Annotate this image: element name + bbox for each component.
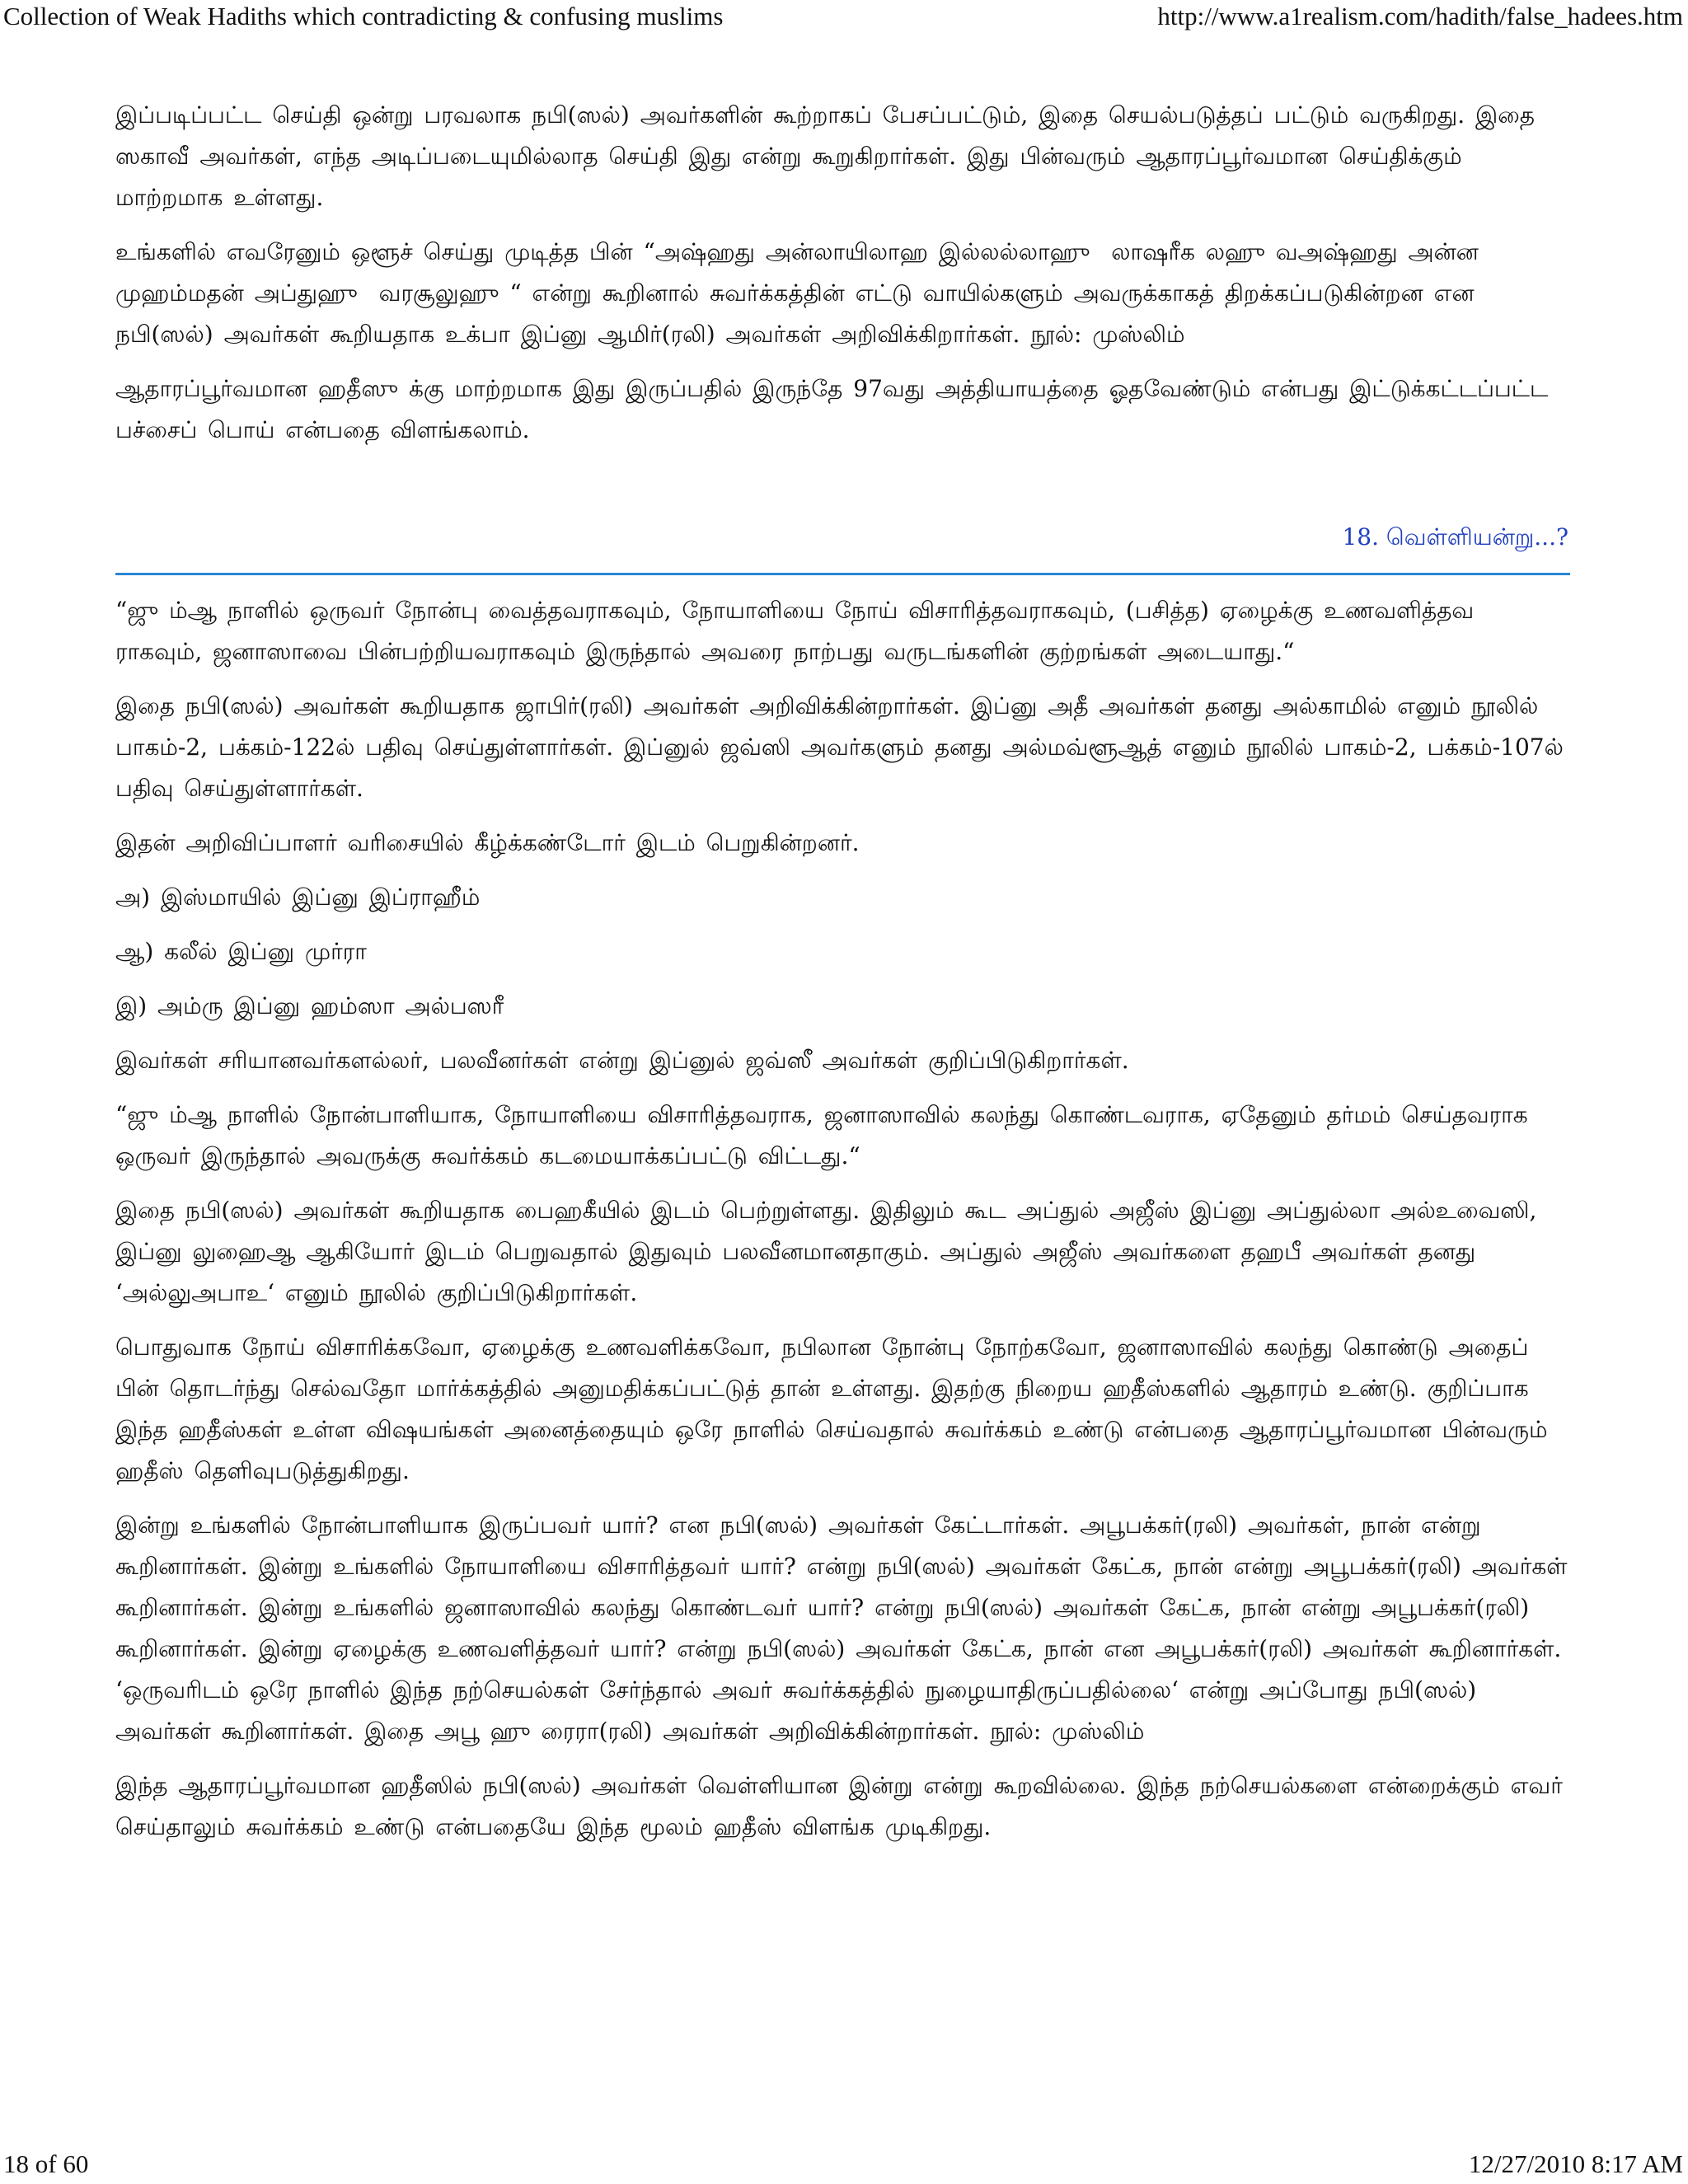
narrator-item: ஆ) கலீல் இப்னு முர்ரா [115,938,367,965]
section-heading: 18. வெள்ளியன்று...? [1342,523,1568,551]
narrator-item: இ) அம்ரு இப்னு ஹம்ஸா அல்பஸரீ [115,992,504,1019]
hadith-quote: “ஜு ம்ஆ நாளில் ஒருவர் நோன்பு வைத்தவராகவும், நோயாளியை நோய் விசாரித்தவராகவும், (பசித்த) ஏழைக்கு உணவளித்தவ ராகவும், ஜனாஸாவை பின்பற்றியவராகவும் இருந்தால் அவரை நாற்பது வருடங்களின் குற்றங்கள் அடையாது.“ [115,597,1485,665]
page-header-title: Collection of Weak Hadiths which contradicting & confusing muslims [3,2,724,30]
body-paragraph: இன்று உங்களில் நோன்பாளியாக இருப்பவர் யார்? என நபி(ஸல்) அவர்கள் கேட்டார்கள். அபூபக்கர்(ரலி) அவர்கள், நான் என்று கூறினார்கள். இன்று உங்களில் நோயாளியை விசாரித்தவர் யார்? என்று நபி(ஸல்) அவர்கள் கேட்க, நான் என்று அபூபக்கர்(ரலி) அவர்கள் கூறினார்கள். இன்று உங்களில் ஜனாஸாவில் கலந்து கொண்டவர் யார்? என்று நபி(ஸல்) அவர்கள் கேட்க, நான் என்று அபூபக்கர்(ரலி) கூறினார்கள். இன்று ஏழைக்கு உணவளித்தவர் யார்? என்று நபி(ஸல்) அவர்கள் கேட்க, நான் என அபூபக்கர்(ரலி) அவர்கள் கூறினார்கள். ‘ஒருவரிடம் ஒரே நாளில் இந்த நற்செயல்கள் சேர்ந்தால் அவர் சுவர்க்கத்தில் நுழையாதிருப்பதில்லை‘ என்று அப்போது நபி(ஸல்) அவர்கள் கூறினார்கள். இதை அபூ ஹு ரைரா(ரலி) அவர்கள் அறிவிக்கின்றார்கள். நூல்: முஸ்லிம் [115,1511,1578,1745]
body-paragraph: இதை நபி(ஸல்) அவர்கள் கூறியதாக ஜாபிர்(ரலி) அவர்கள் அறிவிக்கின்றார்கள். இப்னு அதீ அவர்கள் தனது அல்காமில் எனும் நூலில் பாகம்-2, பக்கம்-122ல் பதிவு செய்துள்ளார்கள். இப்னுல் ஜவ்ஸி அவர்களும் தனது அல்மவ்ளூஆத் எனும் நூலில் பாகம்-2, பக்கம்-107ல் பதிவு செய்துள்ளார்கள். [115,692,1574,802]
intro-paragraph: இப்படிப்பட்ட செய்தி ஒன்று பரவலாக நபி(ஸல்) அவர்களின் கூற்றாகப் பேசப்பட்டும், இதை செயல்படுத்தப் பட்டும் வருகிறது. இதை ஸகாவீ அவர்கள், எந்த அடிப்படையுமில்லாத செய்தி இது என்று கூறுகிறார்கள். இது பின்வரும் ஆதாரப்பூர்வமான செய்திக்கும் மாற்றமாக உள்ளது. [115,101,1545,211]
document-content [115,95,1578,1861]
body-paragraph: இவர்கள் சரியானவர்களல்லர், பலவீனர்கள் என்று இப்னுல் ஜவ்ஸீ அவர்கள் குறிப்பிடுகிறார்கள். [115,1047,1129,1074]
narrator-item: அ) இஸ்மாயில் இப்னு இப்ராஹீம் [115,883,481,911]
page-header-url: http://www.a1realism.com/hadith/false_hadees.htm [1157,2,1683,30]
page-number: 18 of 60 [3,2149,89,2178]
section-divider [115,573,1570,575]
intro-paragraph: உங்களில் எவரேனும் ஒளூச் செய்து முடித்த பின் “அஷ்ஹது அன்லாயிலாஹ இல்லல்லாஹு லாஷரீக லஹு வஅஷ்ஹது அன்ன முஹம்மதன் அப்துஹு வரசூலுஹு “ என்று கூறினால் சுவர்க்கத்தின் எட்டு வாயில்களும் அவருக்காகத் திறக்கப்படுகின்றன என நபி(ஸல்) அவர்கள் கூறியதாக உக்பா இப்னு ஆமிர்(ரலி) அவர்கள் அறிவிக்கிறார்கள். நூல்: முஸ்லிம் [115,238,1489,348]
body-paragraph: இதை நபி(ஸல்) அவர்கள் கூறியதாக பைஹகீயில் இடம் பெற்றுள்ளது. இதிலும் கூட அப்துல் அஜீஸ் இப்னு அப்துல்லா அல்உவைஸி, இப்னு லுஹைஆ ஆகியோர் இடம் பெறுவதால் இதுவும் பலவீனமானதாகும். அப்துல் அஜீஸ் அவர்களை தஹபீ அவர்கள் தனது ‘அல்லுஅபாஉ‘ எனும் நூலில் குறிப்பிடுகிறார்கள். [115,1197,1548,1306]
body-paragraph: பொதுவாக நோய் விசாரிக்கவோ, ஏழைக்கு உணவளிக்கவோ, நபிலான நோன்பு நோற்கவோ, ஜனாஸாவில் கலந்து கொண்டு அதைப் பின் தொடர்ந்து செல்வதோ மார்க்கத்தில் அனுமதிக்கப்பட்டுத் தான் உள்ளது. இதற்கு நிறைய ஹதீஸ்களில் ஆதாரம் உண்டு. குறிப்பாக இந்த ஹதீஸ்கள் உள்ள விஷயங்கள் அனைத்தையும் ஒரே நாளில் செய்வதால் சுவர்க்கம் உண்டு என்பதை ஆதாரப்பூர்வமான பின்வரும் ஹதீஸ் தெளிவுபடுத்துகிறது. [115,1333,1559,1484]
hadith-quote: “ஜு ம்ஆ நாளில் நோன்பாளியாக, நோயாளியை விசாரித்தவராக, ஜனாஸாவில் கலந்து கொண்டவராக, ஏதேனும் தர்மம் செய்தவராக ஒருவர் இருந்தால் அவருக்கு சுவர்க்கம் கடமையாக்கப்பட்டு விட்டது.“ [115,1101,1539,1169]
intro-paragraph: ஆதாரப்பூர்வமான ஹதீஸு க்கு மாற்றமாக இது இருப்பதில் இருந்தே 97வது அத்தியாயத்தை ஓதவேண்டும் என்பது இட்டுக்கட்டப்பட்ட பச்சைப் பொய் என்பதை விளங்கலாம். [115,375,1559,443]
body-paragraph: இதன் அறிவிப்பாளர் வரிசையில் கீழ்க்கண்டோர் இடம் பெறுகின்றனர். [115,829,860,856]
print-datetime: 12/27/2010 8:17 AM [1468,2149,1683,2178]
body-paragraph: இந்த ஆதாரப்பூர்வமான ஹதீஸில் நபி(ஸல்) அவர்கள் வெள்ளியான இன்று என்று கூறவில்லை. இந்த நற்செயல்களை என்றைக்கும் எவர் செய்தாலும் சுவர்க்கம் உண்டு என்பதையே இந்த மூலம் ஹதீஸ் விளங்க முடிகிறது. [115,1772,1573,1840]
